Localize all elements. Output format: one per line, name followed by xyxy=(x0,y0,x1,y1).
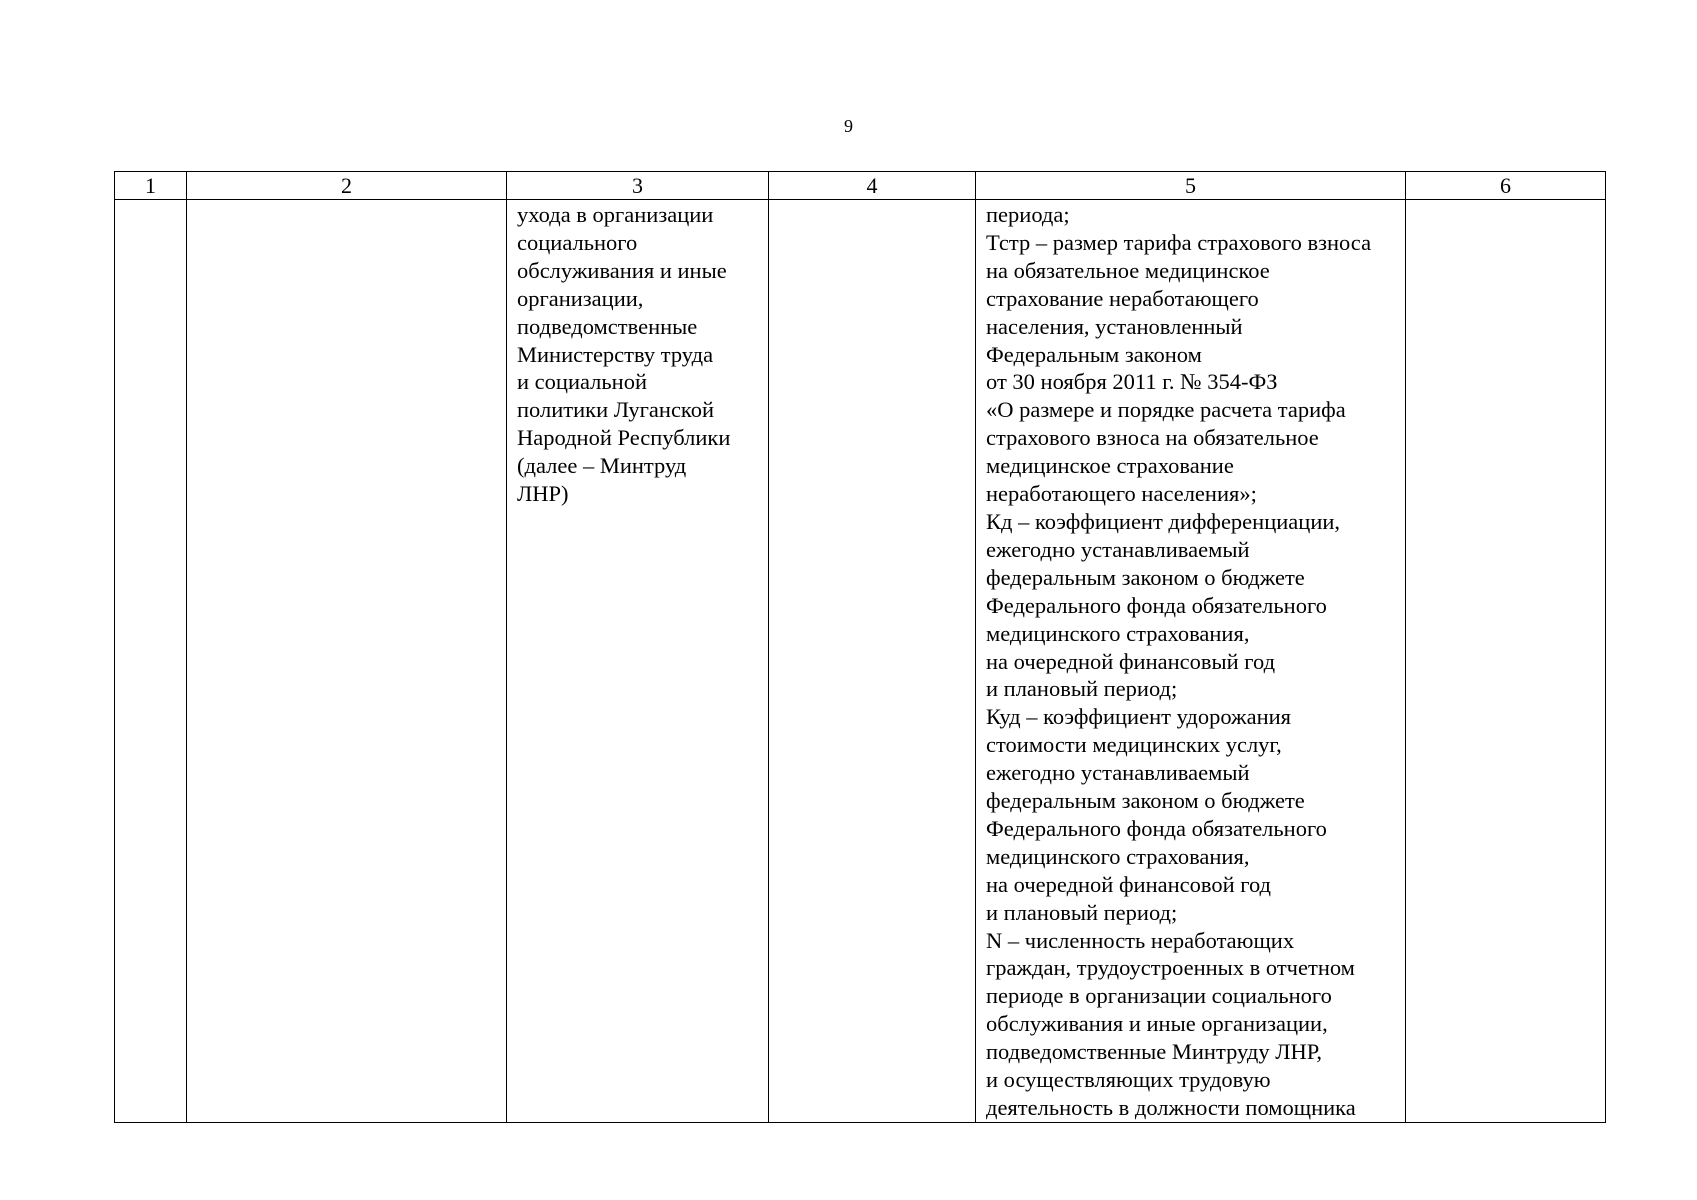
column-header-6: 6 xyxy=(1406,172,1606,200)
document-table xyxy=(114,171,1606,1123)
column-header-3: 3 xyxy=(507,172,769,200)
table-header-row xyxy=(115,172,1606,200)
cell-col-3: ухода в организации социального обслуживания и иные организации, подведомственные Министерству труда и социальной политики Луганской Народной Республики (далее – Минтруд ЛНР) xyxy=(507,200,769,1123)
cell-col-2 xyxy=(187,200,507,1123)
table-row xyxy=(115,200,1606,1123)
column-header-1: 1 xyxy=(115,172,187,200)
cell-col-5: периода; Тстр – размер тарифа страхового взноса на обязательное медицинское страхование неработающего населения, установленный Федеральным законом от 30 ноября 2011 г. № 354-ФЗ «О размере и порядке расчета тарифа страхового взноса на обязательное медицинское страхование неработающего населения»; Кд – коэффициент дифференциации, ежегодно устанавливаемый федеральным законом о бюджете Федерального фонда обязательного медицинского страхования, на очередной финансовый год и плановый период; Куд – коэффициент удорожания стоимости медицинских услуг, ежегодно устанавливаемый федеральным законом о бюджете Федерального фонда обязательного медицинского страхования, на очередной финансовой год и плановый период; N – численность неработающих граждан, трудоустроенных в отчетном периоде в организации социального обслуживания и иные организации, подведомственные Минтруду ЛНР, и осуществляющих трудовую деятельность в должности помощника xyxy=(976,200,1406,1123)
cell-col-1 xyxy=(115,200,187,1123)
column-header-4: 4 xyxy=(769,172,976,200)
page-number: 9 xyxy=(844,116,853,136)
column-header-5: 5 xyxy=(976,172,1406,200)
column-header-2: 2 xyxy=(187,172,507,200)
cell-col-6 xyxy=(1406,200,1606,1123)
cell-col-4 xyxy=(769,200,976,1123)
